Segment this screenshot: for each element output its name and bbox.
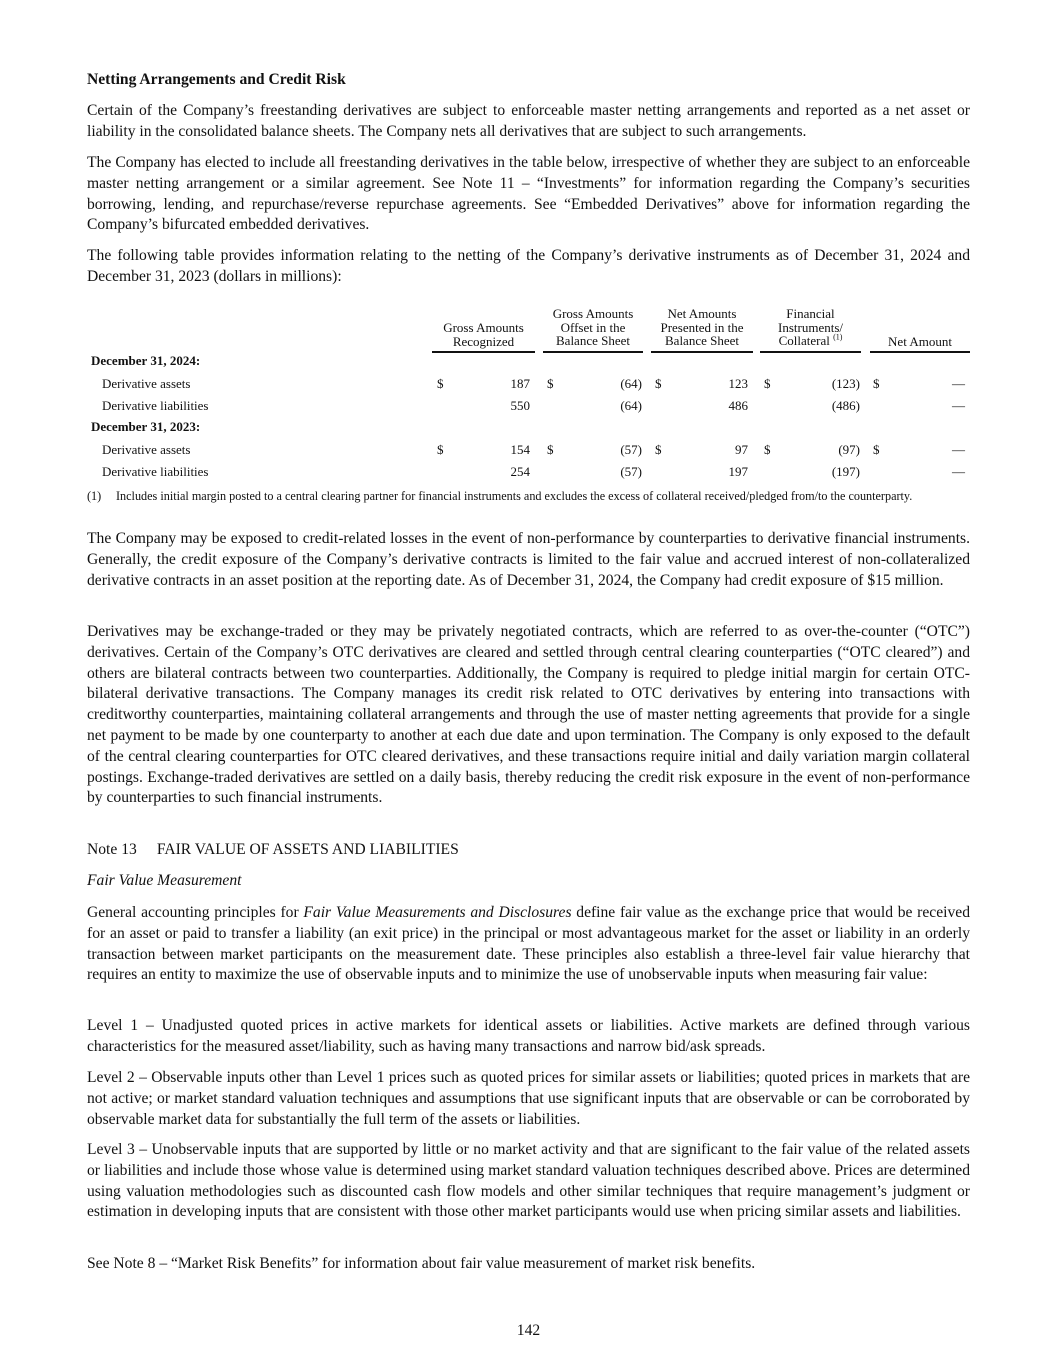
column-header-gross-offset (543, 307, 643, 348)
column-header-net-presented (651, 307, 753, 348)
row-label: Derivative liabilities (102, 464, 209, 479)
column-header-financial-collateral (760, 307, 861, 348)
section-date-heading: December 31, 2023: (91, 419, 201, 434)
cell-net-presented: 197 (728, 464, 748, 479)
currency-symbol: $ (873, 442, 880, 457)
paragraph-table-intro: The following table provides information relating to the netting of the Company’s derivative instruments as of December 31, 2024 and December 31, 2023 (dollars in millions): (87, 247, 970, 285)
header-line: Collateral $^{(1)}$ (778, 332, 843, 348)
row-label: Derivative liabilities (102, 398, 209, 413)
footnote-ref: (1) (833, 332, 843, 342)
header-line: Net Amount (888, 334, 952, 349)
currency-symbol: $ (547, 376, 554, 391)
header-line: Recognized (452, 333, 515, 349)
cell-gross-recognized: 154 (510, 442, 530, 457)
section-heading-row (87, 351, 970, 371)
cell-gross-offset: (64) (620, 398, 642, 413)
row-label: Derivative assets (102, 376, 191, 391)
footnote-text: Includes initial margin posted to a central clearing partner for financial instruments and excludes the excess of collateral received/pledged from/to the counterparty. (116, 489, 913, 503)
paragraph-closing: See Note 8 – “Market Risk Benefits” for information about fair value measurement of market risk benefits. (87, 1255, 756, 1272)
header-line: Balance Sheet (665, 333, 739, 348)
page-number: 142 (516, 1322, 541, 1339)
cell-net-presented: 123 (728, 376, 748, 391)
cell-gross-recognized: 254 (510, 464, 530, 479)
currency-symbol: $ (873, 376, 880, 391)
paragraph-netting-intro: Certain of the Company’s freestanding derivatives are subject to enforceable master netting arrangements and reported as a net asset or liability in the consolidated balance sheets. The Company nets all derivatives that are subject to such arrangements. (87, 102, 970, 140)
paragraph-level-3: Level 3 – Unobservable inputs that are supported by little or no market activity and that are significant to the fair value of the related assets or liabilities and include those whose value is determined using market standard valuation techniques described above. Prices are determined using valuation methodologies such as discounted cash flow models and other similar techniques that require management’s judgment or estimation in developing inputs that are consistent with those other market participants would use when pricing similar assets and liabilities. (87, 1141, 970, 1221)
cell-net-amount: — (952, 376, 965, 391)
header-line: Balance Sheet (556, 333, 630, 348)
subheading-fair-value-measurement: Fair Value Measurement (87, 872, 242, 889)
cell-gross-offset: (57) (620, 442, 642, 457)
footnote-mark: (1) (87, 489, 102, 503)
italic-standard-name: Fair Value Measurements and Disclosures (303, 904, 572, 921)
paragraph-otc-derivatives: Derivatives may be exchange-traded or they may be privately negotiated contracts, which are referred to as over-the-counter (“OTC”) derivatives. Certain of the Company’s OTC derivatives are cleared and settled through central clearing counterparties (“OTC cleared”) and others are bilateral contracts between two counterparties. Additionally, the Company is required to pledge initial margin for certain OTC-bilateral derivative transactions. The Company manages its credit risk related to OTC derivatives by entering into transactions with creditworthy counterparties, maintaining collateral arrangements and through the use of master netting agreements that provide for a single net payment to be made by one counterparty to another at each due date and upon termination. The Company is only exposed to the default of the central clearing counterparties for OTC cleared derivatives, and these transactions require initial and daily variation margin collateral postings. Exchange-traded derivatives are settled on a daily basis, thereby reducing the credit risk exposure in the event of non-performance by counterparties to such financial instruments. (87, 623, 970, 807)
paragraph-level-2: Level 2 – Observable inputs other than Level 1 prices such as quoted prices for similar assets or liabilities; quoted prices in markets that are not active; or market standard valuation techniques and assumptions that use significant inputs that are observable or can be corroborated by observable market data for substantially the full term of the assets or liabilities. (87, 1069, 970, 1128)
column-header-net-amount (870, 335, 970, 349)
header-line: Instruments/ (778, 319, 843, 335)
cell-gross-recognized: 550 (510, 398, 530, 413)
cell-financial-collateral: (123) (831, 376, 860, 391)
note-number: Note 13 (87, 841, 137, 858)
cell-financial-collateral: (197) (831, 464, 860, 479)
table-row (87, 374, 970, 394)
currency-symbol: $ (764, 376, 771, 391)
table-row (87, 440, 970, 460)
column-header-gross-recognized (432, 321, 535, 348)
cell-gross-offset: (64) (620, 376, 642, 391)
cell-gross-offset: (57) (620, 464, 642, 479)
paragraph-level-1: Level 1 – Unadjusted quoted prices in active markets for identical assets or liabilities. Active markets are defined through various characteristics for the measured asset/liability, such as having many transactions and narrow bid/ask spreads. (87, 1017, 970, 1055)
cell-gross-recognized: 187 (510, 376, 530, 391)
table-row (87, 396, 970, 416)
header-line: Gross Amounts (552, 306, 634, 321)
note-title: FAIR VALUE OF ASSETS AND LIABILITIES (156, 841, 459, 858)
cell-financial-collateral: (486) (831, 398, 860, 413)
cell-net-presented: 486 (728, 398, 748, 413)
section-heading-row (87, 417, 970, 437)
currency-symbol: $ (655, 376, 662, 391)
header-line: Financial (786, 306, 835, 321)
currency-symbol: $ (547, 442, 554, 457)
header-line: Net Amounts (667, 306, 737, 321)
cell-net-presented: 97 (735, 442, 748, 457)
cell-net-amount: — (952, 398, 965, 413)
header-line: Presented in the (660, 319, 744, 335)
currency-symbol: $ (437, 376, 444, 391)
note-heading (87, 840, 970, 861)
currency-symbol: $ (437, 442, 444, 457)
header-line: Gross Amounts (443, 320, 524, 335)
paragraph-credit-exposure: The Company may be exposed to credit-related losses in the event of non-performance by counterparties to derivative financial instruments. Generally, the credit exposure of the Company’s derivative contracts is limited to the fair value and accrued interest of non-collateralized derivative contracts in an asset position at the reporting date. As of December 31, 2024, the Company had credit exposure of $15 million. (87, 530, 970, 589)
currency-symbol: $ (764, 442, 771, 457)
section-heading: Netting Arrangements and Credit Risk (87, 71, 346, 88)
cell-net-amount: — (952, 442, 965, 457)
row-label: Derivative assets (102, 442, 191, 457)
currency-symbol: $ (655, 442, 662, 457)
cell-net-amount: — (952, 464, 965, 479)
paragraph-table-scope: The Company has elected to include all freestanding derivatives in the table below, irrespective of whether they are subject to an enforceable master netting arrangement or a similar agreement. See Note 11 – “Investments” for information regarding the Company’s securities borrowing, lending, and repurchase/reverse repurchase agreements. See “Embedded Derivatives” above for information regarding the Company’s bifurcated embedded derivatives. (87, 154, 970, 234)
section-date-heading: December 31, 2024: (91, 353, 201, 368)
table-row (87, 462, 970, 482)
header-line: Offset in the (560, 319, 626, 335)
paragraph-fair-value-intro: General accounting principles for Fair Value Measurements and Disclosures define fair value as the exchange price that would be received for an asset or paid to transfer a liability (an exit price) in the principal or most advantageous market for the asset or liability in an orderly transaction between market participants on the measurement date. These principles also establish a three-level fair value hierarchy that requires an entity to maximize the use of observable inputs and to minimize the use of unobservable inputs when measuring fair value: (87, 904, 970, 984)
cell-financial-collateral: (97) (838, 442, 860, 457)
